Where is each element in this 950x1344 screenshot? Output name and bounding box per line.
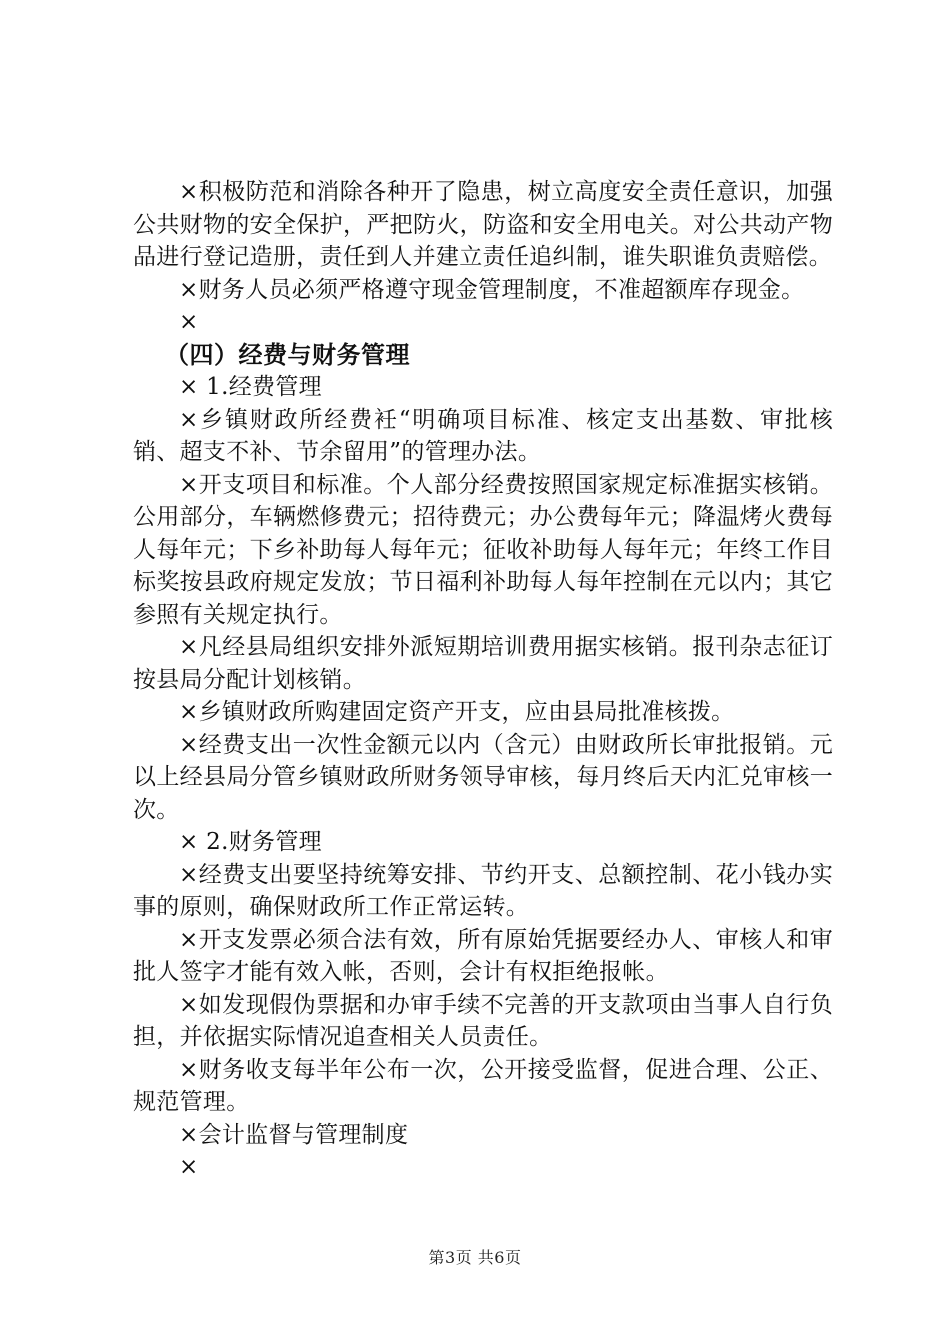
- paragraph-training-fees: ×凡经县局组织安排外派短期培训费用据实核销。报刊杂志征订按县局分配计划核销。: [133, 634, 833, 693]
- paragraph-expense-standards: ×开支项目和标准。个人部分经费按照国家规定标准据实核销。公用部分，车辆燃修费元；招待费元；办公费每年元；降温烤火费每人每年元；下乡补助每人每年元；征收补助每人每年元；年终工作目标奖按县政府规定发放；节日福利补助每人每年控制在元以内；其它参照有关规定执行。: [133, 471, 833, 628]
- subsection-funds-management: × 1.经费管理: [179, 374, 322, 400]
- paragraph-invoice-rules: ×开支发票必须合法有效，所有原始凭据要经办人、审核人和审批人签字才能有效入帐，否则，会计有权拒绝报帐。: [133, 926, 833, 985]
- paragraph-accounting-supervision: ×会计监督与管理制度: [179, 1121, 409, 1148]
- paragraph-blank-marker-end: ×: [179, 1154, 199, 1180]
- document-body: [133, 176, 833, 1184]
- section-heading-finance: （四）经费与财务管理: [165, 339, 410, 369]
- paragraph-safety-responsibility: ×积极防范和消除各种开了隐患，树立高度安全责任意识，加强公共财物的安全保护，严把防火，防盗和安全用电关。对公共动产物品进行登记造册，责任到人并建立责任追纠制，谁失职谁负责赔偿。: [133, 179, 833, 270]
- page-footer: 第3页 共6页: [428, 1248, 522, 1267]
- paragraph-funds-method: ×乡镇财政所经费衽“明确项目标准、核定支出基数、审批核销、超支不补、节余留用”的管理办法。: [133, 406, 833, 465]
- paragraph-fixed-assets: ×乡镇财政所购建固定资产开支，应由县局批准核拨。: [179, 699, 735, 725]
- subsection-financial-management: × 2.财务管理: [179, 829, 322, 855]
- paragraph-spending-principles: ×经费支出要坚持统筹安排、节约开支、总额控制、花小钱办实事的原则，确保财政所工作正常运转。: [133, 861, 833, 920]
- paragraph-cash-management: ×财务人员必须严格遵守现金管理制度，不准超额库存现金。: [179, 276, 805, 303]
- paragraph-blank-marker: ×: [179, 309, 199, 335]
- paragraph-approval-limits: ×经费支出一次性金额元以内（含元）由财政所长审批报销。元以上经县局分管乡镇财政所财务领导审核，每月终后天内汇兑审核一次。: [133, 731, 833, 823]
- paragraph-disclosure: ×财务收支每半年公布一次，公开接受监督，促进合理、公正、规范管理。: [133, 1056, 833, 1115]
- paragraph-fake-invoices: ×如发现假伪票据和办审手续不完善的开支款项由当事人自行负担，并依据实际情况追查相关人员责任。: [133, 991, 833, 1050]
